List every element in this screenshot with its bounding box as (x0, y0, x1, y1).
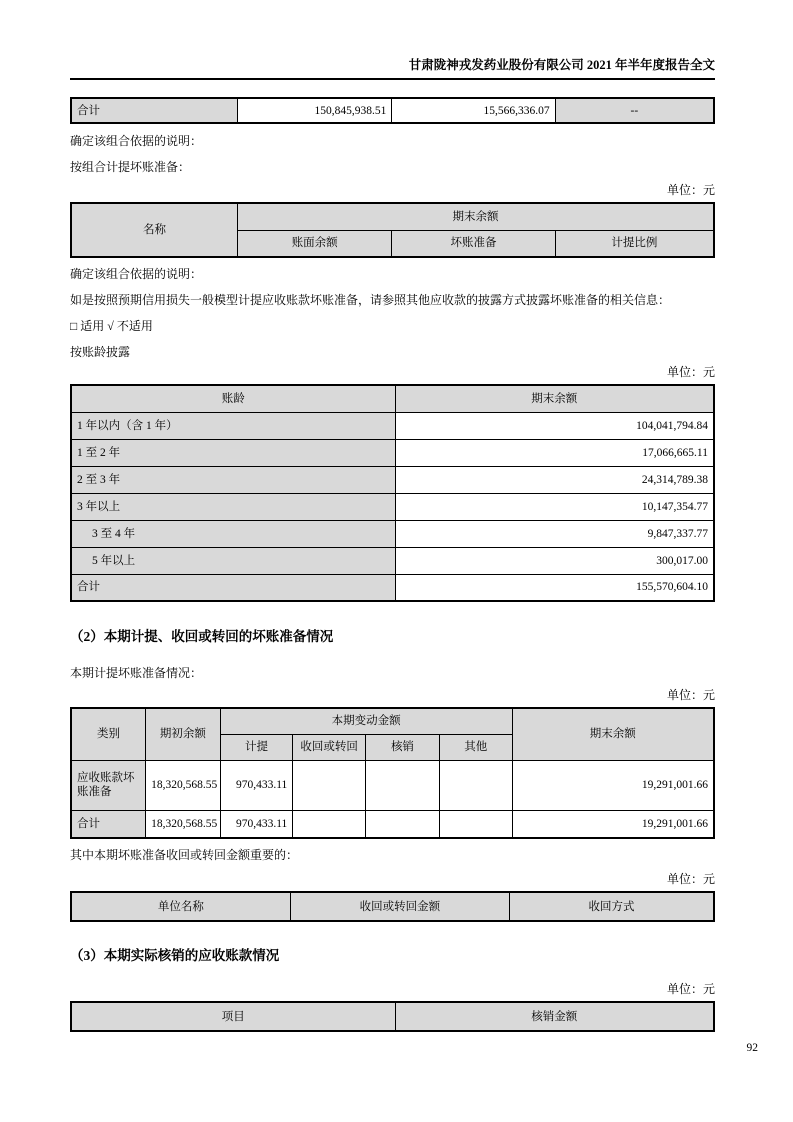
basis-note-2: 确定该组合依据的说明： (70, 267, 203, 281)
unit-label: 单位：元 (666, 982, 715, 996)
unit-label: 单位：元 (666, 365, 715, 379)
amount-cell: 9,847,337.77 (395, 520, 714, 547)
provision-ratio-header: 计提比例 (555, 230, 714, 257)
ending-balance-header: 期末余额 (512, 708, 714, 760)
age-cell: 1 年以内（含 1 年） (71, 412, 395, 439)
combo-total-table (70, 97, 715, 124)
write-off-header: 核销 (365, 734, 439, 760)
amount-cell: 10,147,354.77 (395, 493, 714, 520)
table-header-row (71, 203, 714, 230)
age-cell: 3 年以上 (71, 493, 395, 520)
ending-cell: 19,291,001.66 (512, 760, 714, 810)
group-provision-note: 按组合计提坏账准备： (70, 160, 191, 174)
category-cell: 应收账款坏账准备 (71, 760, 146, 810)
age-cell: 1 至 2 年 (71, 439, 395, 466)
write-off-cell (365, 810, 439, 838)
basis-note-1: 确定该组合依据的说明： (70, 134, 203, 148)
table-row (71, 520, 714, 547)
amount-cell: 104,041,794.84 (395, 412, 714, 439)
amount-cell: 300,017.00 (395, 547, 714, 574)
book-balance-cell: 150,845,938.51 (238, 98, 392, 123)
total-label-cell: 合计 (71, 98, 238, 123)
document-title: 甘肃陇神戎发药业股份有限公司 2021 年半年度报告全文 (408, 58, 715, 72)
total-label-cell: 合计 (71, 810, 146, 838)
table-total-row (71, 574, 714, 601)
book-balance-header: 账面余额 (238, 230, 392, 257)
ecl-note: 如是按照预期信用损失一般模型计提应收账款坏账准备，请参照其他应收款的披露方式披露坏账准备的相关信息： (70, 293, 671, 307)
category-header: 类别 (71, 708, 146, 760)
current-change-header: 本期变动金额 (220, 708, 512, 734)
ending-cell: 19,291,001.66 (512, 810, 714, 838)
age-cell: 3 至 4 年 (71, 520, 395, 547)
write-off-cell (365, 760, 439, 810)
beginning-cell: 18,320,568.55 (146, 810, 221, 838)
aging-table (70, 384, 715, 602)
writeoff-table (70, 1001, 715, 1032)
recovery-method-header: 收回方式 (510, 892, 715, 921)
table-header-row (71, 892, 714, 921)
movement-table (70, 707, 715, 839)
page-content (70, 0, 715, 1032)
other-header: 其他 (439, 734, 512, 760)
table-row (71, 547, 714, 574)
provision-cell: 970,433.11 (220, 760, 293, 810)
page-number: 92 (746, 1042, 758, 1054)
recovery-cell (293, 760, 366, 810)
age-cell: 2 至 3 年 (71, 466, 395, 493)
beginning-balance-header: 期初余额 (146, 708, 221, 760)
total-amount-cell: 155,570,604.10 (395, 574, 714, 601)
age-header: 账龄 (71, 385, 395, 412)
amount-cell: 24,314,789.38 (395, 466, 714, 493)
table-total-row (71, 810, 714, 838)
table-row (71, 466, 714, 493)
group-provision-table (70, 202, 715, 258)
table-row (71, 493, 714, 520)
table-row (71, 439, 714, 466)
table-header-row (71, 708, 714, 734)
unit-label: 单位：元 (666, 183, 715, 197)
section-heading-2: （2）本期计提、收回或转回的坏账准备情况 (70, 629, 334, 644)
table-row (71, 760, 714, 810)
recovery-header: 收回或转回 (293, 734, 366, 760)
current-provision-note: 本期计提坏账准备情况： (70, 666, 203, 680)
aging-disclosure-note: 按账龄披露 (70, 345, 131, 359)
section-heading-3: （3）本期实际核销的应收账款情况 (70, 948, 280, 963)
recovery-cell (293, 810, 366, 838)
bad-debt-provision-cell: 15,566,336.07 (392, 98, 555, 123)
item-header: 项目 (71, 1002, 395, 1031)
document-header (70, 0, 715, 80)
entity-name-header: 单位名称 (71, 892, 290, 921)
significant-recovery-note: 其中本期坏账准备收回或转回金额重要的： (70, 848, 299, 862)
table-row (71, 98, 714, 123)
beginning-cell: 18,320,568.55 (146, 760, 221, 810)
age-cell: 5 年以上 (71, 547, 395, 574)
ending-balance-header: 期末余额 (395, 385, 714, 412)
amount-cell: 17,066,665.11 (395, 439, 714, 466)
recovery-amount-header: 收回或转回金额 (290, 892, 509, 921)
total-label-cell: 合计 (71, 574, 395, 601)
table-header-row (71, 1002, 714, 1031)
name-header: 名称 (71, 203, 238, 257)
unit-label: 单位：元 (666, 688, 715, 702)
applicability-line: □ 适用 √ 不适用 (70, 319, 153, 333)
other-cell (439, 810, 512, 838)
table-header-row (71, 385, 714, 412)
unit-label: 单位：元 (666, 872, 715, 886)
other-cell (439, 760, 512, 810)
bad-debt-provision-header: 坏账准备 (392, 230, 555, 257)
provision-cell: 970,433.11 (220, 810, 293, 838)
ending-balance-header: 期末余额 (238, 203, 714, 230)
provision-header: 计提 (220, 734, 293, 760)
table-row (71, 412, 714, 439)
writeoff-amount-header: 核销金额 (395, 1002, 714, 1031)
provision-ratio-cell: -- (555, 98, 714, 123)
recovery-table (70, 891, 715, 922)
